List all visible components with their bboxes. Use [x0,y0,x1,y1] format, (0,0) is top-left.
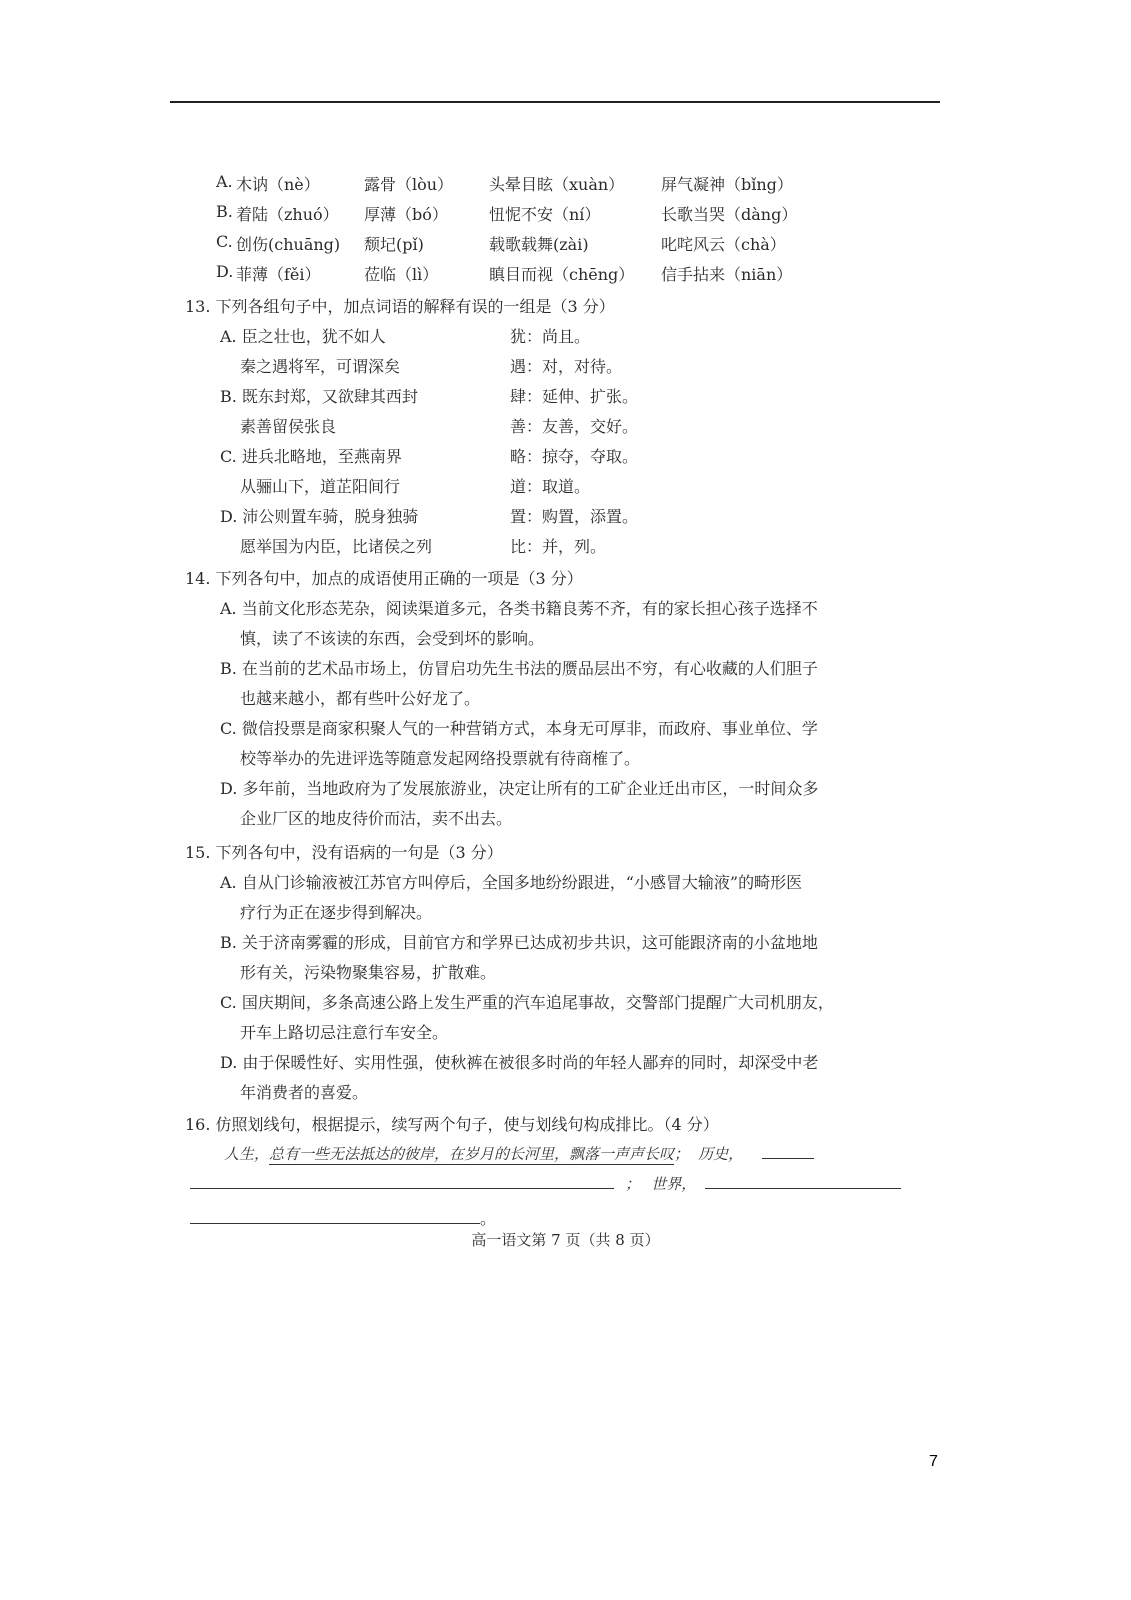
q14-line: 企业厂区的地皮待价而沽，卖不出去。 [240,809,513,828]
q14-line: 慎，读了不该读的东西，会受到坏的影响。 [240,629,545,648]
q16-underlined-sentence: 总有一些无法抵达的彼岸，在岁月的长河里，飘落一声声长叹 [269,1145,675,1163]
q15-line: 年消费者的喜爱。 [240,1083,369,1102]
q16-answer-line-2 [190,1206,496,1229]
pinyin-item: 着陆（zhuó） [236,205,339,224]
page-number: 7 [929,1453,938,1470]
pinyin-item: 瞋目而视（chēng） [489,265,635,284]
q13-explanation: 善：友善，交好。 [510,417,639,436]
pinyin-item: 莅临（lì） [364,265,439,284]
q13-sentence: D. 沛公则置车骑，脱身独骑 [220,507,419,526]
q16-semicolon: ； [625,1175,641,1193]
question-16-stem: 16. 仿照划线句，根据提示，续写两个句子，使与划线句构成排比。（4 分） [185,1115,719,1134]
q13-explanation: 道：取道。 [510,477,591,496]
q14-line: C. 微信投票是商家积聚人气的一种营销方式，本身无可厚非，而政府、事业单位、学 [220,719,818,738]
pinyin-item: 露骨（lòu） [364,175,454,194]
answer-blank-history-start[interactable] [762,1144,814,1159]
q13-sentence: B. 既东封郑，又欲肆其西封 [220,387,418,406]
q13-explanation: 置：购置，添置。 [510,507,639,526]
pinyin-item: 厚薄（bó） [364,205,448,224]
pinyin-item: 叱咤风云（chà） [661,235,786,254]
page-footer: 高一语文第 7 页（共 8 页） [471,1231,660,1249]
pinyin-item: 信手拈来（niān） [661,265,793,284]
answer-blank-history[interactable] [190,1174,614,1189]
question-13-stem: 13. 下列各组句子中，加点词语的解释有误的一组是（3 分） [185,297,615,316]
q15-line: A. 自从门诊输液被江苏官方叫停后，全国多地纷纷跟进，“小感冒大输液”的畸形医 [220,873,803,892]
question-14-stem: 14. 下列各句中，加点的成语使用正确的一项是（3 分） [185,569,583,588]
q13-sentence: C. 进兵北略地，至燕南界 [220,447,402,466]
q16-prompt-history: 历史， [698,1145,744,1163]
q14-line: D. 多年前，当地政府为了发展旅游业，决定让所有的工矿企业迁出市区，一时间众多 [220,779,819,798]
pinyin-item: 载歌载舞(zài) [489,235,589,254]
q13-sentence: 从骊山下，道芷阳间行 [240,477,401,496]
q15-line: C. 国庆期间，多条高速公路上发生严重的汽车追尾事故，交警部门提醒广大司机朋友， [220,993,834,1012]
q14-line: 校等举办的先进评选等随意发起网络投票就有待商榷了。 [240,749,641,768]
q15-line: 形有关，污染物聚集容易，扩散难。 [240,963,497,982]
answer-blank-world-end[interactable] [190,1209,480,1224]
option-label: D. [216,262,234,281]
q13-sentence: A. 臣之壮也，犹不如人 [220,327,386,346]
q13-explanation: 遇：对，对待。 [510,357,623,376]
pinyin-item: 头晕目眩（xuàn） [489,175,625,194]
q16-semicolon: ； [674,1145,690,1163]
q16-example-line [224,1143,814,1164]
q13-explanation: 犹：尚且。 [510,327,591,346]
q16-answer-line [190,1173,901,1194]
pinyin-item: 木讷（nè） [236,175,320,194]
option-label: A. [216,172,233,191]
q15-line: 开车上路切忌注意行车安全。 [240,1023,449,1042]
top-rule [170,101,940,103]
q16-end-period: 。 [480,1209,497,1228]
answer-blank-world[interactable] [705,1174,901,1189]
q13-sentence: 秦之遇将军，可谓深矣 [240,357,401,376]
q15-line: D. 由于保暖性好、实用性强，使秋裤在被很多时尚的年轻人鄙弃的同时，却深受中老 [220,1053,819,1072]
pinyin-item: 颓圮(pǐ) [364,235,424,254]
q15-line: 疗行为正在逐步得到解决。 [240,903,433,922]
q15-line: B. 关于济南雾霾的形成，目前官方和学界已达成初步共识，这可能跟济南的小盆地地 [220,933,818,952]
pinyin-item: 长歌当哭（dàng） [661,205,798,224]
pinyin-item: 忸怩不安（ní） [489,205,601,224]
q13-sentence: 愿举国为内臣，比诸侯之列 [240,537,433,556]
q16-prompt-world: 世界， [651,1175,697,1193]
pinyin-item: 创伤(chuāng) [236,235,341,254]
q14-line: 也越来越小，都有些叶公好龙了。 [240,689,481,708]
pinyin-item: 菲薄（fěi） [236,265,321,284]
option-label: B. [216,202,233,221]
q16-lead: 人生， [224,1145,270,1163]
q13-sentence: 素善留侯张良 [240,417,337,436]
pinyin-item: 屏气凝神（bǐng） [661,175,793,194]
question-15-stem: 15. 下列各句中，没有语病的一句是（3 分） [185,843,503,862]
q13-explanation: 比：并，列。 [510,537,607,556]
q14-line: A. 当前文化形态芜杂，阅读渠道多元，各类书籍良莠不齐，有的家长担心孩子选择不 [220,599,818,618]
option-label: C. [216,232,233,251]
q13-explanation: 肆：延伸、扩张。 [510,387,639,406]
q14-line: B. 在当前的艺术品市场上，仿冒启功先生书法的赝品层出不穷，有心收藏的人们胆子 [220,659,818,678]
q13-explanation: 略：掠夺，夺取。 [510,447,639,466]
